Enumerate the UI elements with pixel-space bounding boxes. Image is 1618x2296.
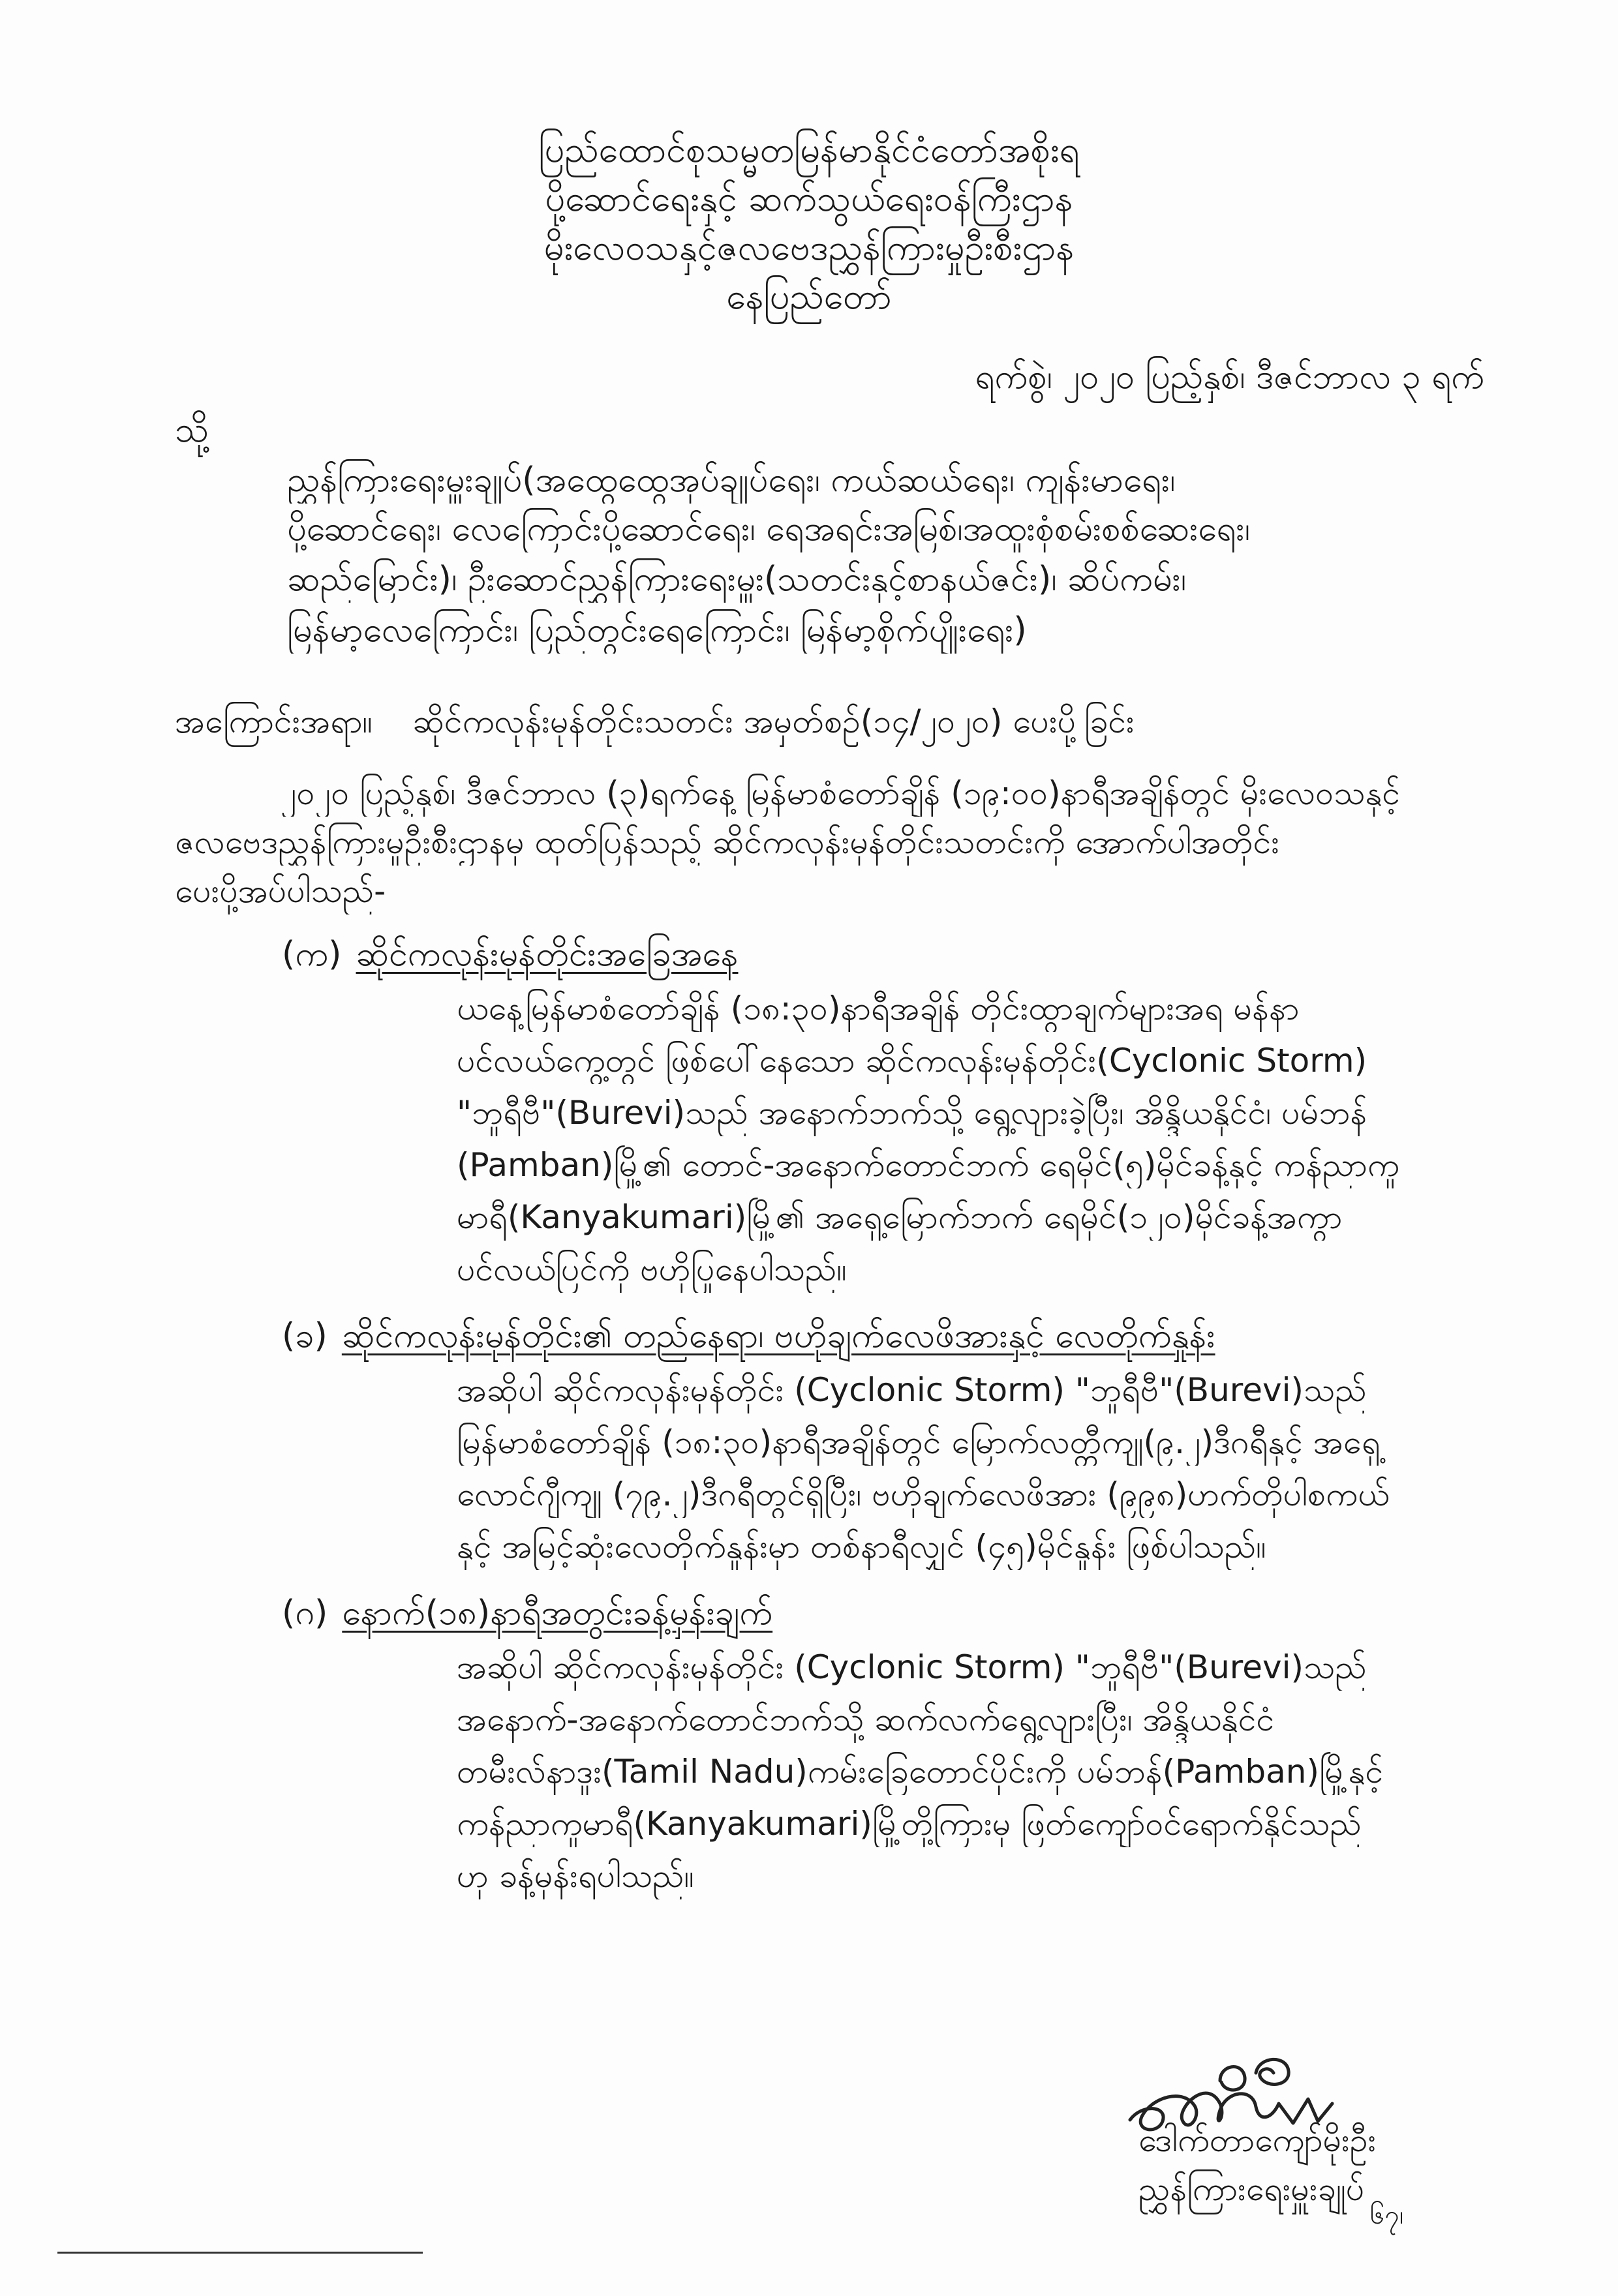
section-ga-line: အနောက်-အနောက်တောင်ဘက်သို့ ဆက်လက်ရွေ့လျားပြီး၊ အိန္ဒိယနိုင်ငံ <box>457 1700 1275 1738</box>
header-government: ပြည်ထောင်စုသမ္မတမြန်မာနိုင်ငံတော်အစိုးရ <box>538 129 1080 170</box>
addressee-line: ပို့ဆောင်ရေး၊ လေကြောင်းပို့ဆောင်ရေး၊ ရေအရင်းအမြစ်၊အထူးစုံစမ်းစစ်ဆေးရေး၊ <box>287 509 1250 549</box>
section-ga-line: ကန်ညာကူမာရီ(Kanyakumari)မြို့တို့ကြားမှ ဖြတ်ကျော်ဝင်ရောက်နိုင်သည် <box>457 1805 1362 1843</box>
section-ga-line: အဆိုပါ ဆိုင်ကလုန်းမုန်တိုင်း (Cyclonic Storm) "ဘူရီဗီ"(Burevi)သည် <box>457 1648 1367 1686</box>
section-kha-line: လောင်ဂျီကျု (၇၉.၂)ဒီဂရီတွင်ရှိပြီး၊ ဗဟိုချက်လေဖိအား (၉၉၈)ဟက်တိုပါစကယ် <box>457 1475 1390 1513</box>
addressee-line: မြန်မာ့လေကြောင်း၊ ပြည်တွင်းရေကြောင်း၊ မြန်မာ့စိုက်ပျိုးရေး) <box>287 611 1027 650</box>
section-ka-line: ယနေ့မြန်မာစံတော်ချိန် (၁၈:၃၀)နာရီအချိန် တိုင်းထွာချက်များအရ မန်နာ <box>457 989 1300 1027</box>
header-ministry: ပို့ဆောင်ရေးနှင့် ဆက်သွယ်ရေးဝန်ကြီးဌာန <box>545 178 1073 219</box>
intro-line: ဇလဗေဒညွှန်ကြားမှုဦးစီးဌာနမှ ထုတ်ပြန်သည့် ဆိုင်ကလုန်းမုန်တိုင်းသတင်းကို အောက်ပါအတိုင်း <box>175 823 1280 861</box>
section-number: (ဂ) <box>282 1594 328 1633</box>
handwritten-mark: ၆၇၊ <box>1370 2200 1404 2230</box>
section-ka-heading <box>282 933 738 982</box>
section-ka-line: ပင်လယ်ကွေ့တွင် ဖြစ်ပေါ်နေသော ဆိုင်ကလုန်းမုန်တိုင်း(Cyclonic Storm) <box>457 1042 1367 1080</box>
section-kha-line: မြန်မာစံတော်ချိန် (၁၈:၃၀)နာရီအချိန်တွင် မြောက်လတ္တီကျု(၉.၂)ဒီဂရီနှင့် အရှေ့ <box>457 1423 1381 1461</box>
intro-line: ၂၀၂၀ ပြည့်နှစ်၊ ဒီဇင်ဘာလ (၃)ရက်နေ့ မြန်မာစံတော်ချိန် (၁၉:၀၀)နာရီအချိန်တွင် မိုးလေဝသနှင့် <box>281 774 1401 812</box>
subject-line <box>175 701 1135 749</box>
section-ga-line: ဟု ခန့်မှန်းရပါသည်။ <box>457 1857 694 1895</box>
section-ka-line: ပင်လယ်ပြင်ကို ဗဟိုပြုနေပါသည်။ <box>457 1250 847 1288</box>
section-title: ဆိုင်ကလုန်းမုန်တိုင်း၏ တည်နေရာ၊ ဗဟိုချက်လေဖိအားနှင့် လေတိုက်နှုန်း <box>341 1316 1215 1355</box>
section-number: (ခ) <box>282 1316 328 1355</box>
signatory-name: ဒေါက်တာကျော်မိုးဦး <box>1138 2121 1377 2159</box>
section-kha-heading <box>282 1314 1215 1364</box>
section-kha-line: အဆိုပါ ဆိုင်ကလုန်းမုန်တိုင်း (Cyclonic Storm) "ဘူရီဗီ"(Burevi)သည် <box>457 1371 1367 1409</box>
addressee-line: ဆည်မြောင်း)၊ ဦးဆောင်ညွှန်ကြားရေးမှူး(သတင်းနှင့်စာနယ်ဇင်း)၊ ဆိပ်ကမ်း၊ <box>287 560 1186 599</box>
section-number: (က) <box>282 935 342 974</box>
to-label: သို့ <box>175 409 209 450</box>
subject-text: ဆိုင်ကလုန်းမုန်တိုင်းသတင်း အမှတ်စဉ်(၁၄/၂၀၂၀) ပေးပို့ခြင်း <box>412 702 1135 740</box>
intro-line: ပေးပို့အပ်ပါသည်- <box>175 872 386 910</box>
letter-date: ရက်စွဲ၊ ၂၀၂၀ ပြည့်နှစ်၊ ဒီဇင်ဘာလ ၃ ရက် <box>975 357 1484 397</box>
section-ga-heading <box>282 1592 772 1641</box>
section-title: နောက်(၁၈)နာရီအတွင်းခန့်မှန်းချက် <box>342 1594 773 1633</box>
section-ga-line: တမီးလ်နာဒူး(Tamil Nadu)ကမ်းခြေတောင်ပိုင်းကို ပမ်ဘန်(Pamban)မြို့နှင့် <box>457 1753 1384 1790</box>
section-ka-line: မာရီ(Kanyakumari)မြို့၏ အရှေ့မြောက်ဘက် ရေမိုင်(၁၂၀)မိုင်ခန့်အကွာ <box>457 1198 1343 1236</box>
section-ka-line: (Pamban)မြို့၏ တောင်-အနောက်တောင်ဘက် ရေမိုင်(၅)မိုင်ခန့်နှင့် ကန်ညာကူ <box>457 1146 1399 1184</box>
subject-label: အကြောင်းအရာ။ <box>175 702 373 740</box>
signatory-title: ညွှန်ကြားရေးမှူးချုပ် <box>1138 2170 1365 2208</box>
header-department: မိုးလေဝသနှင့်ဇလဗေဒညွှန်ကြားမှုဦးစီးဌာန <box>543 227 1075 268</box>
addressee-line: ညွှန်ကြားရေးမှူးချုပ်(အထွေထွေအုပ်ချုပ်ရေး၊ ကယ်ဆယ်ရေး၊ ကျန်းမာရေး၊ <box>287 461 1176 500</box>
section-ka-line: "ဘူရီဗီ"(Burevi)သည် အနောက်ဘက်သို့ ရွေ့လျားခဲ့ပြီး၊ အိန္ဒိယနိုင်ငံ၊ ပမ်ဘန် <box>457 1094 1367 1132</box>
section-title: ဆိုင်ကလုန်းမုန်တိုင်းအခြေအနေ <box>356 935 739 974</box>
footer-rule <box>57 2252 423 2254</box>
header-city: နေပြည်တော် <box>726 276 892 317</box>
section-kha-line: နှင့် အမြင့်ဆုံးလေတိုက်နှုန်းမှာ တစ်နာရီလျှင် (၄၅)မိုင်နှုန်း ဖြစ်ပါသည်။ <box>457 1528 1266 1565</box>
